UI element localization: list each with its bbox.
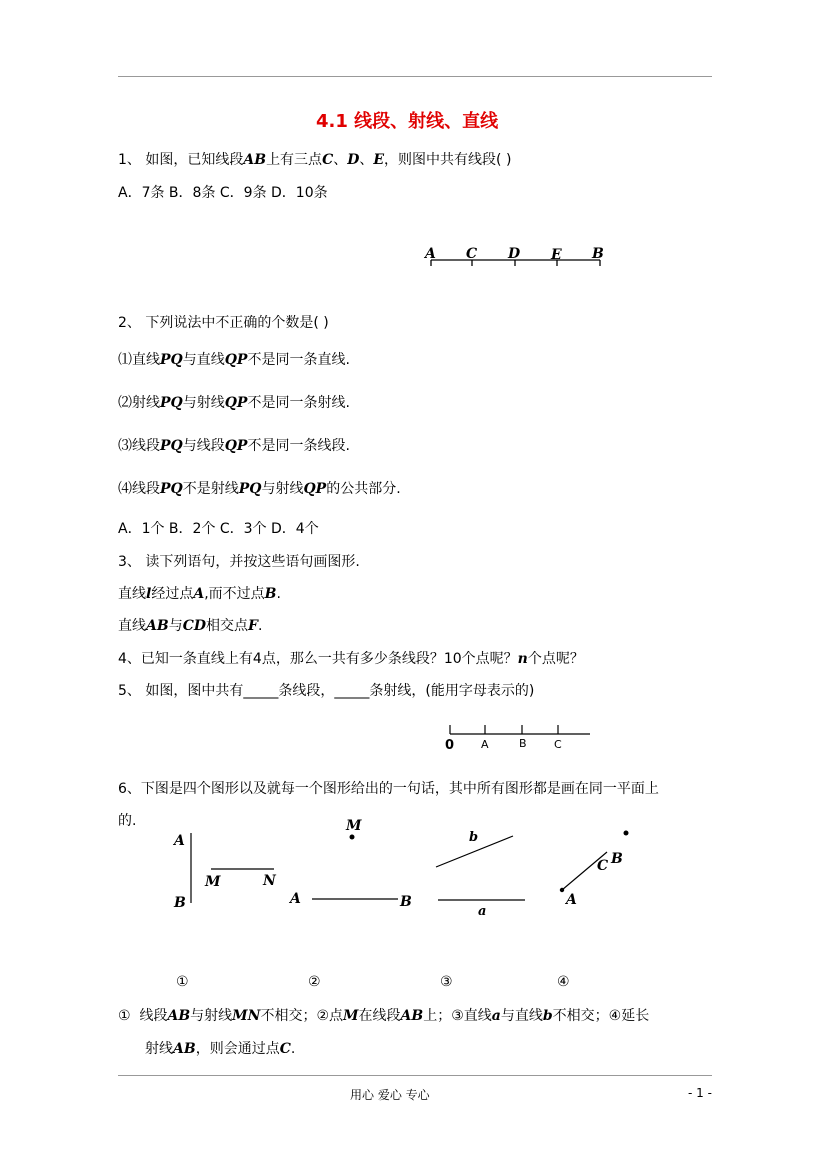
fig1-label-a: A: [174, 833, 185, 849]
q2-statement-2: ⑵射线PQ与射线QP不是同一条射线.: [118, 395, 350, 411]
q1-label-a: A: [425, 246, 436, 262]
q5-label-a: A: [481, 738, 489, 751]
q1-label-d: D: [508, 246, 521, 262]
q5-label-b: B: [519, 737, 527, 750]
q3-stem: 3、 读下列语句，并按这些语句画图形.: [118, 554, 360, 570]
q3-line-1: 直线l经过点A,而不过点B.: [118, 586, 281, 602]
header-rule: [118, 76, 712, 77]
q5-ray-figure: [440, 718, 600, 752]
q1-label-e: E: [551, 247, 562, 263]
fig2-point-m: [350, 835, 355, 840]
fig2-label-m: M: [346, 818, 362, 834]
fig2-label-a: A: [290, 891, 301, 907]
q6-figure-number-3: ③: [440, 974, 453, 990]
q6-figure-number-2: ②: [308, 974, 321, 990]
q2-statement-4: ⑷线段PQ不是射线PQ与射线QP的公共部分.: [118, 481, 401, 497]
fig4-label-c: C: [597, 858, 609, 874]
fig4-point-c: [624, 831, 629, 836]
q2-statement-3: ⑶线段PQ与线段QP不是同一条线段.: [118, 438, 350, 454]
q2-options: A．1个 B．2个 C．3个 D．4个: [118, 521, 319, 537]
q6-stem-line-2: 的.: [118, 813, 137, 829]
fig4-point-a: [560, 888, 564, 892]
q1-label-b: B: [592, 246, 604, 262]
fig4-label-b: B: [611, 851, 623, 867]
q5-text: 5、 如图，图中共有_____条线段，_____条射线，(能用字母表示的): [118, 683, 535, 699]
q1-segment-figure: [420, 240, 615, 272]
fig1-label-b: B: [174, 895, 186, 911]
q5-label-c: C: [554, 738, 562, 751]
footer-rule: [118, 1075, 712, 1076]
fig4-label-a: A: [566, 892, 577, 908]
q4-text: 4、已知一条直线上有4点，那么一共有多少条线段？10个点呢？n个点呢？: [118, 651, 584, 667]
page-number: - 1 -: [688, 1086, 712, 1100]
q6-stem-line-1: 6、下图是四个图形以及就每一个图形给出的一句话，其中所有图形都是画在同一平面上: [118, 781, 659, 797]
q6-figure-number-4: ④: [557, 974, 570, 990]
fig3-label-a: a: [478, 904, 487, 919]
fig2-label-b: B: [400, 894, 412, 910]
footer-motto: 用心 爱心 专心: [350, 1088, 430, 1102]
page-title: 4.1 线段、射线、直线: [316, 111, 499, 132]
q2-statement-1: ⑴直线PQ与直线QP不是同一条直线.: [118, 352, 350, 368]
q1-options: A．7条 B．8条 C．9条 D．10条: [118, 185, 328, 201]
fig1-label-n: N: [263, 873, 276, 889]
q5-label-0: 0: [445, 738, 455, 752]
q2-stem: 2、 下列说法中不正确的个数是( ): [118, 315, 329, 331]
q1-label-c: C: [466, 246, 478, 262]
q3-line-2: 直线AB与CD相交点F.: [118, 618, 263, 634]
fig1-label-m: M: [205, 874, 221, 890]
q6-answer-line-2: 射线AB，则会通过点C.: [145, 1041, 296, 1057]
fig3-label-b: b: [469, 830, 479, 845]
q6-figures: [160, 815, 650, 920]
q1-stem: 1、 如图，已知线段AB上有三点C、D、E，则图中共有线段( ): [118, 152, 512, 168]
q6-figure-number-1: ①: [176, 974, 189, 990]
q6-answer-line-1: ① 线段AB与射线MN不相交；②点M在线段AB上；③直线a与直线b不相交；④延长: [118, 1008, 650, 1024]
